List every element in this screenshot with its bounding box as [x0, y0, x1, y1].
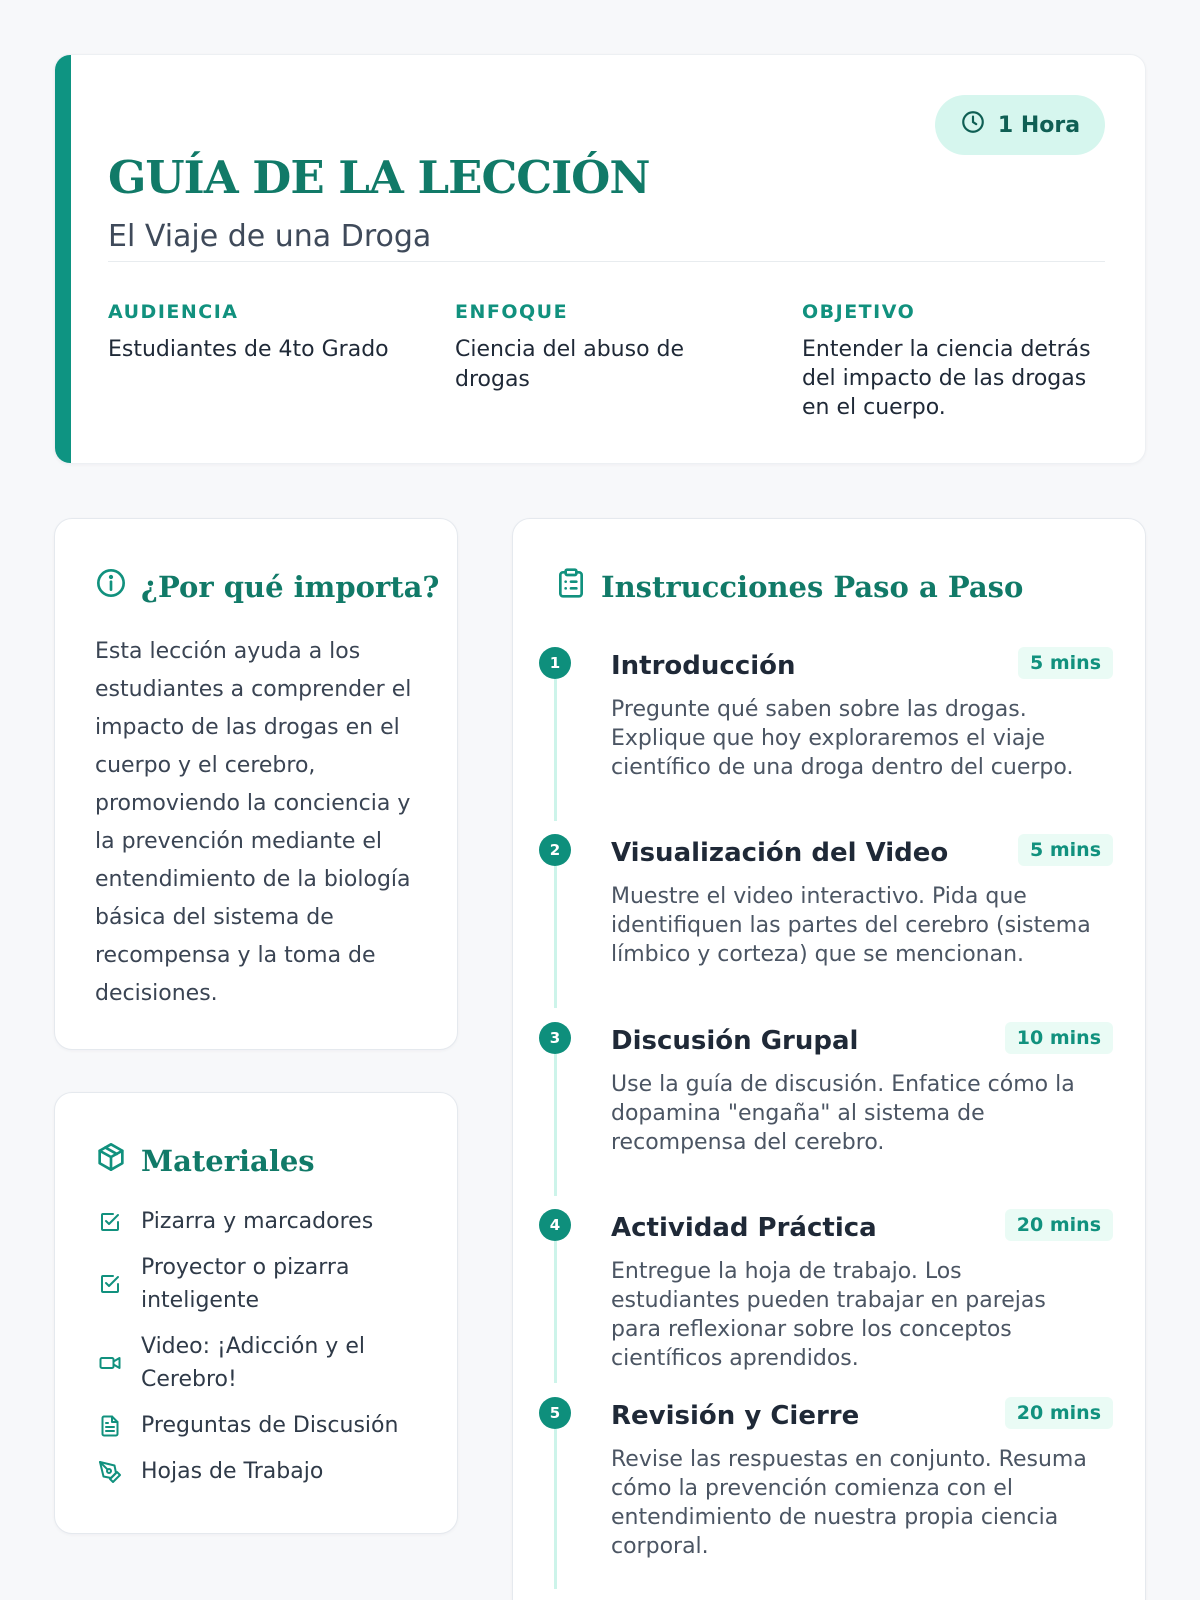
meta-value: Entender la ciencia detrás del impacto de las drogas en el cuerpo. — [802, 337, 1091, 420]
materials-list — [95, 1205, 425, 1501]
steps-heading-label: Instrucciones Paso a Paso — [601, 569, 1024, 604]
material-label: Hojas de Trabajo — [141, 1459, 324, 1484]
why-heading — [95, 567, 439, 606]
step-description: Use la guía de discusión. Enfatice cómo la dopamina "engaña" al sistema de recompensa del cerebro. — [611, 1072, 1075, 1155]
video-icon — [95, 1351, 125, 1375]
meta-label: ENFOQUE — [455, 301, 569, 323]
meta-objective — [802, 301, 1102, 422]
timeline-line — [554, 1054, 557, 1196]
meta-label: OBJETIVO — [802, 301, 916, 323]
package-icon — [95, 1141, 127, 1180]
materials-heading-label: Materiales — [141, 1143, 315, 1178]
materials-card — [54, 1092, 458, 1534]
step-title: Visualización del Video — [611, 838, 949, 868]
step-time-badge: 5 mins — [1018, 647, 1113, 679]
step-title: Introducción — [611, 651, 796, 681]
step-description: Revise las respuestas en conjunto. Resuma cómo la prevención comienza con el entendimiento de nuestra propia ciencia corporal. — [611, 1447, 1087, 1559]
timeline-line — [554, 866, 557, 1008]
material-label: Pizarra y marcadores — [141, 1209, 374, 1234]
meta-focus — [455, 301, 715, 395]
step-description: Muestre el video interactivo. Pida que identifiquen las partes del cerebro (sistema límbico y corteza) que se mencionan. — [611, 884, 1091, 967]
meta-audience — [108, 301, 408, 365]
materials-heading — [95, 1141, 315, 1180]
header-divider — [108, 261, 1105, 262]
step-number: 1 — [539, 647, 571, 679]
timeline-line — [554, 1429, 557, 1589]
step-time-badge: 5 mins — [1018, 834, 1113, 866]
why-text: Esta lección ayuda a los estudiantes a comprender el impacto de las drogas en el cuerpo y el cerebro, promoviendo la conciencia y la prevención mediante el entendimiento de la biología básica del sistema de recompensa y la toma de decisiones. — [95, 639, 412, 1006]
list-item — [95, 1205, 425, 1238]
meta-value: Estudiantes de 4to Grado — [108, 337, 389, 362]
pen-tool-icon — [95, 1460, 125, 1484]
duration-badge — [935, 95, 1105, 155]
step-title: Revisión y Cierre — [611, 1401, 860, 1431]
step-time-badge: 10 mins — [1005, 1022, 1113, 1054]
step-item — [539, 1397, 1119, 1585]
list-item — [95, 1455, 425, 1488]
material-label: Proyector o pizarra inteligente — [141, 1255, 350, 1313]
timeline-line — [554, 1241, 557, 1383]
duration-label: 1 Hora — [997, 112, 1081, 138]
list-item — [95, 1409, 425, 1442]
why-it-matters-card — [54, 518, 458, 1050]
lesson-subtitle: El Viaje de una Droga — [108, 219, 432, 254]
step-description: Entregue la hoja de trabajo. Los estudiantes pueden trabajar en parejas para reflexionar sobre los conceptos científicos aprendidos. — [611, 1259, 1046, 1371]
list-item — [95, 1251, 425, 1317]
step-item — [539, 1209, 1119, 1397]
step-item — [539, 834, 1119, 1022]
steps-card — [512, 518, 1146, 1600]
step-number: 3 — [539, 1022, 571, 1054]
step-time-badge: 20 mins — [1005, 1209, 1113, 1241]
clipboard-list-icon — [555, 567, 587, 606]
steps-heading — [555, 567, 1023, 606]
lesson-header-card — [54, 54, 1146, 464]
timeline-line — [554, 679, 557, 821]
document-icon — [95, 1414, 125, 1438]
checkbox-icon — [95, 1210, 125, 1234]
step-number: 2 — [539, 834, 571, 866]
page-title: GUÍA DE LA LECCIÓN — [108, 151, 650, 204]
step-time-badge: 20 mins — [1005, 1397, 1113, 1429]
clock-icon — [960, 109, 986, 141]
step-item — [539, 1022, 1119, 1210]
step-title: Discusión Grupal — [611, 1026, 859, 1056]
material-label: Video: ¡Adicción y el Cerebro! — [141, 1334, 365, 1392]
step-description: Pregunte qué saben sobre las drogas. Explique que hoy exploraremos el viaje científico de una droga dentro del cuerpo. — [611, 697, 1074, 780]
why-heading-label: ¿Por qué importa? — [141, 569, 440, 604]
step-number: 4 — [539, 1209, 571, 1241]
meta-label: AUDIENCIA — [108, 301, 239, 323]
accent-bar — [55, 55, 71, 463]
checkbox-icon — [95, 1272, 125, 1296]
meta-value: Ciencia del abuso de drogas — [455, 337, 685, 392]
info-icon — [95, 567, 127, 606]
step-item — [539, 647, 1119, 835]
step-number: 5 — [539, 1397, 571, 1429]
list-item — [95, 1330, 425, 1396]
step-title: Actividad Práctica — [611, 1213, 877, 1243]
material-label: Preguntas de Discusión — [141, 1413, 399, 1438]
